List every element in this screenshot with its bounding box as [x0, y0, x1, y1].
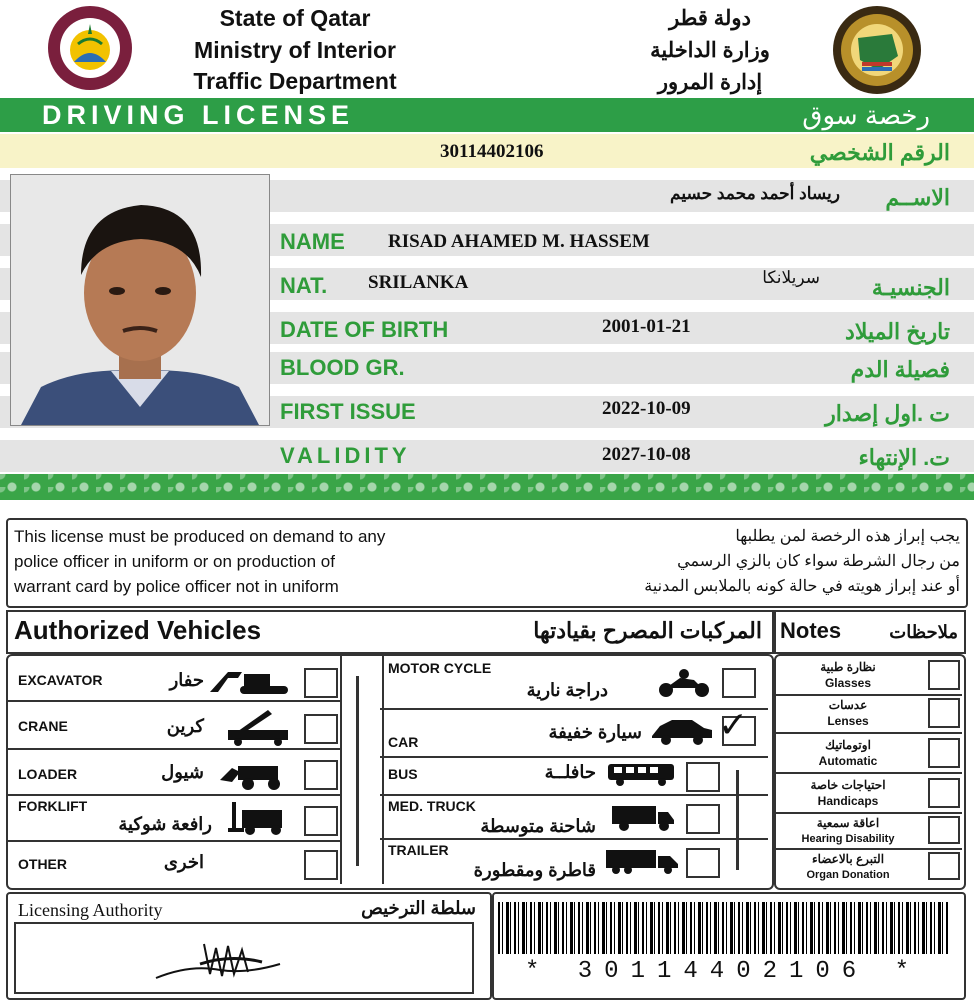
note-ar-handicaps: احتياجات خاصة: [810, 778, 886, 792]
grid-line: [776, 694, 962, 696]
validity-label-ar: ت. الإنتهاء: [858, 445, 950, 470]
holder-photo: [10, 174, 270, 426]
vehicle-label-med-truck: MED. TRUCK: [388, 798, 476, 814]
checkbox-crane[interactable]: [304, 714, 338, 744]
ministry-name-ar: وزارة الداخلية: [650, 39, 770, 62]
department-name-en: Traffic Department: [193, 68, 397, 94]
notice-en-line3: warrant card by police officer not in uniform: [14, 577, 339, 596]
signature-icon: [150, 934, 290, 989]
vehicle-label-ar-forklift: رافعة شوكية: [118, 814, 212, 834]
vehicle-label-ar-crane: كرين: [166, 716, 204, 736]
note-ar-organ-donation: التبرع بالاعضاء: [811, 852, 885, 866]
checkbox-glasses[interactable]: [928, 660, 960, 690]
grid-line: [380, 838, 768, 840]
barcode-number: * 30114402106 *: [524, 958, 922, 985]
note-en-glasses: Glasses: [824, 676, 872, 690]
vehicle-label-trailer: TRAILER: [388, 842, 449, 858]
vehicle-label-ar-car: سيارة خفيفة: [548, 722, 642, 742]
dob-label-ar: تاريخ الميلاد: [845, 319, 950, 344]
authority-label-en: Licensing Authority: [18, 900, 163, 920]
truck-icon: [610, 804, 676, 837]
forklift-icon: [228, 800, 292, 841]
car-icon: [650, 716, 714, 751]
grid-line: [380, 756, 768, 758]
nationality-label-ar: الجنسيـة: [871, 275, 950, 300]
dob-label: DATE OF BIRTH: [280, 317, 449, 342]
vehicle-label-crane: CRANE: [18, 718, 68, 734]
notes-header-en: Notes: [780, 618, 842, 643]
motorcycle-icon: [656, 668, 712, 703]
title-ar: رخصة سوق: [802, 100, 930, 130]
decorative-pattern-strip: [0, 474, 974, 500]
validity-label: VALIDITY: [280, 443, 411, 468]
loader-icon: [218, 756, 292, 795]
checkbox-automatic[interactable]: [928, 738, 960, 768]
note-ar-automatic: اوتوماتيك: [825, 738, 871, 752]
vehicles-header-ar: المركبات المصرح بقيادتها: [533, 618, 762, 643]
checkbox-other[interactable]: [304, 850, 338, 880]
trailer-icon: [604, 848, 680, 881]
name-value: RISAD AHAMED M. HASSEM: [388, 231, 650, 252]
excavator-icon: [208, 666, 294, 701]
vehicle-label-ar-med-truck: شاحنة متوسطة: [480, 816, 596, 836]
checkbox-lenses[interactable]: [928, 698, 960, 728]
vehicle-label-ar-excavator: حفار: [169, 670, 204, 690]
checkbox-motorcycle[interactable]: [722, 668, 756, 698]
ministry-name-en: Ministry of Interior: [194, 37, 396, 63]
vehicle-label-other: OTHER: [18, 856, 67, 872]
first-issue-label-ar: ت .اول إصدار: [825, 401, 950, 426]
crane-truck-icon: [224, 706, 294, 751]
vehicle-label-bus: BUS: [388, 766, 418, 782]
checkbox-organ-donation[interactable]: [928, 852, 960, 880]
vehicle-label-ar-trailer: قاطرة ومقطورة: [473, 860, 596, 880]
grid-line: [776, 772, 962, 774]
note-ar-glasses: نظارة طبية: [820, 660, 876, 674]
vehicle-label-ar-bus: حافلــة: [544, 762, 596, 782]
personal-number-label-ar: الرقم الشخصي: [809, 140, 950, 165]
checkbox-hearing[interactable]: [928, 816, 960, 844]
grid-line: [380, 708, 768, 710]
qatar-emblem-icon: [30, 4, 150, 92]
checkbox-med-truck[interactable]: [686, 804, 720, 834]
checkbox-excavator[interactable]: [304, 668, 338, 698]
checkbox-loader[interactable]: [304, 760, 338, 790]
title-en: DRIVING LICENSE: [42, 100, 355, 130]
note-en-handicaps: Handicaps: [817, 794, 879, 808]
validity-value: 2027-10-08: [602, 444, 691, 465]
bracket-decoration: [356, 676, 369, 866]
first-issue-label: FIRST ISSUE: [280, 399, 416, 424]
nationality-value-ar: سريلانكا: [762, 268, 820, 287]
note-en-hearing: Hearing Disability: [801, 833, 895, 845]
barcode-icon: [498, 902, 948, 954]
checkbox-forklift[interactable]: [304, 806, 338, 836]
bracket-decoration: [736, 770, 749, 870]
vehicle-label-ar-loader: شيول: [161, 762, 204, 782]
note-ar-hearing: اعاقة سمعية: [816, 816, 880, 830]
note-en-organ-donation: Organ Donation: [806, 869, 890, 881]
personal-number-value: 30114402106: [440, 141, 544, 162]
authority-label-ar: سلطة الترخيص: [361, 898, 476, 918]
note-en-automatic: Automatic: [818, 754, 878, 768]
note-en-lenses: Lenses: [827, 714, 869, 728]
grid-line: [380, 794, 768, 796]
checkbox-handicaps[interactable]: [928, 778, 960, 808]
checkmark-car: ✓: [718, 705, 749, 746]
vehicle-label-loader: LOADER: [18, 766, 78, 782]
nationality-value: SRILANKA: [368, 272, 469, 293]
checkbox-trailer[interactable]: [686, 848, 720, 878]
name-label: NAME: [280, 229, 345, 254]
notice-en-line2: police officer in uniform or on production of: [14, 552, 335, 571]
vehicles-header-en: Authorized Vehicles: [14, 615, 262, 645]
notice-en-line1: This license must be produced on demand to any: [14, 527, 386, 546]
vehicle-label-car: CAR: [388, 734, 419, 750]
state-name-ar: دولة قطر: [669, 7, 751, 30]
nationality-label: NAT.: [280, 273, 328, 298]
vehicle-label-excavator: EXCAVATOR: [18, 672, 103, 688]
note-ar-lenses: عدسات: [828, 698, 868, 712]
vehicle-label-ar-other: اخرى: [163, 852, 204, 872]
bus-icon: [606, 762, 676, 791]
gcc-emblem-icon: [818, 4, 936, 96]
checkbox-bus[interactable]: [686, 762, 720, 792]
notice-ar-line1: يجب إبراز هذه الرخصة لمن يطلبها: [735, 528, 960, 545]
vehicle-label-motorcycle: MOTOR CYCLE: [388, 660, 492, 676]
notice-ar-line2: من رجال الشرطة سواء كان بالزي الرسمي: [677, 553, 960, 570]
name-label-ar: الاســم: [885, 185, 950, 210]
first-issue-value: 2022-10-09: [602, 398, 691, 419]
blood-group-label: BLOOD GR.: [280, 355, 405, 380]
grid-line: [776, 848, 962, 850]
name-value-ar: ريساد أحمد محمد حسيم: [670, 184, 840, 203]
notice-ar-line3: أو عند إبراز هويته في حالة كونه بالملابس المدنية: [644, 578, 960, 595]
vehicle-label-ar-motorcycle: دراجة نارية: [526, 680, 608, 700]
department-name-ar: إدارة المرور: [657, 71, 763, 94]
vehicle-label-forklift: FORKLIFT: [18, 798, 88, 814]
blood-group-label-ar: فصيلة الدم: [850, 357, 950, 382]
state-name-en: State of Qatar: [219, 5, 371, 31]
dob-value: 2001-01-21: [602, 316, 691, 337]
grid-line: [776, 732, 962, 734]
grid-line: [776, 812, 962, 814]
notes-header-ar: ملاحظات: [889, 622, 958, 642]
